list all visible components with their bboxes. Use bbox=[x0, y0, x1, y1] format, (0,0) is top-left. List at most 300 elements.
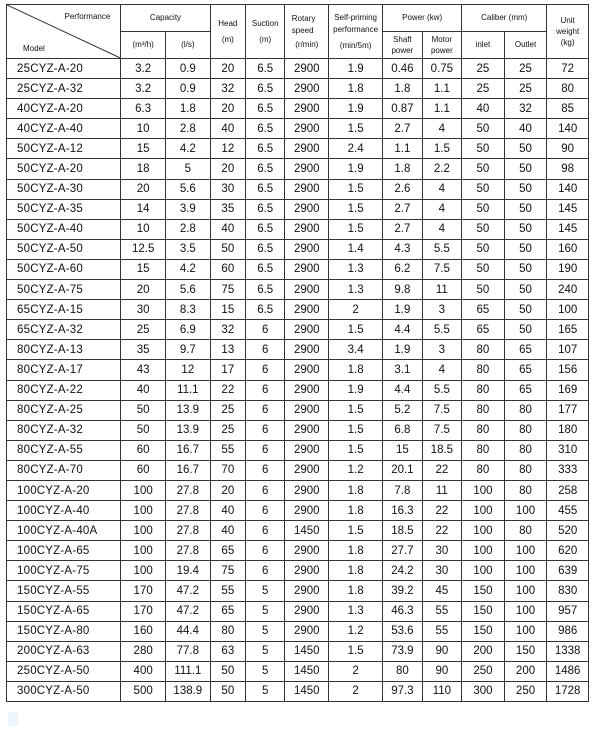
shaft-power-cell: 1.8 bbox=[383, 79, 422, 99]
unit-weight-cell: 240 bbox=[547, 280, 589, 300]
inlet-cell: 25 bbox=[462, 79, 505, 99]
table-row bbox=[7, 621, 589, 641]
motor-power-cell: 4 bbox=[422, 199, 462, 219]
capacity-ls-cell: 19.4 bbox=[165, 561, 210, 581]
rotary-speed-cell: 2900 bbox=[285, 460, 329, 480]
motor-power-cell: 4 bbox=[422, 360, 462, 380]
head-cell: 65 bbox=[210, 601, 245, 621]
unit-weight-header bbox=[547, 5, 589, 59]
rotary-speed-cell: 2900 bbox=[285, 541, 329, 561]
inlet-cell: 50 bbox=[462, 199, 505, 219]
model-cell: 250CYZ-A-50 bbox=[7, 661, 121, 681]
capacity-m3h-cell: 60 bbox=[121, 460, 166, 480]
head-cell: 50 bbox=[210, 239, 245, 259]
motor-power-header bbox=[422, 32, 462, 59]
outlet-cell: 65 bbox=[504, 380, 547, 400]
unit-weight-cell: 333 bbox=[547, 460, 589, 480]
capacity-m3h-cell: 15 bbox=[121, 259, 166, 279]
self-priming-unit: (min/5m) bbox=[339, 40, 372, 50]
capacity-ls-cell: 13.9 bbox=[165, 420, 210, 440]
capacity-header: Capacity bbox=[121, 5, 210, 32]
table-row bbox=[7, 601, 589, 621]
shaft-power-cell: 6.8 bbox=[383, 420, 422, 440]
rotary-speed-cell: 1450 bbox=[285, 641, 329, 661]
table-row bbox=[7, 219, 589, 239]
outlet-cell: 80 bbox=[504, 440, 547, 460]
self-priming-cell: 1.9 bbox=[329, 99, 383, 119]
motor-power-cell: 3 bbox=[422, 340, 462, 360]
unit-weight-label: Unit weight (kg) bbox=[556, 16, 580, 47]
table-row bbox=[7, 300, 589, 320]
shaft-power-cell: 53.6 bbox=[383, 621, 422, 641]
suction-cell: 6 bbox=[245, 420, 284, 440]
suction-cell: 6.5 bbox=[245, 239, 284, 259]
unit-weight-cell: 100 bbox=[547, 300, 589, 320]
outlet-cell: 80 bbox=[504, 460, 547, 480]
inlet-cell: 50 bbox=[462, 219, 505, 239]
motor-power-cell: 5.5 bbox=[422, 239, 462, 259]
suction-cell: 6 bbox=[245, 460, 284, 480]
capacity-m3h-cell: 100 bbox=[121, 561, 166, 581]
rotary-speed-label: Rotary speed bbox=[291, 13, 316, 35]
table-body bbox=[7, 59, 589, 702]
motor-power-cell: 4 bbox=[422, 219, 462, 239]
suction-cell: 6 bbox=[245, 400, 284, 420]
unit-weight-cell: 145 bbox=[547, 219, 589, 239]
head-cell: 65 bbox=[210, 541, 245, 561]
capacity-m3h-cell: 15 bbox=[121, 139, 166, 159]
shaft-power-cell: 15 bbox=[383, 440, 422, 460]
outlet-cell: 50 bbox=[504, 280, 547, 300]
capacity-ls-cell: 8.3 bbox=[165, 300, 210, 320]
head-cell: 40 bbox=[210, 521, 245, 541]
capacity-ls-cell: 9.7 bbox=[165, 340, 210, 360]
motor-power-cell: 3 bbox=[422, 300, 462, 320]
motor-power-cell: 1.1 bbox=[422, 99, 462, 119]
unit-weight-cell: 90 bbox=[547, 139, 589, 159]
rotary-speed-cell: 2900 bbox=[285, 259, 329, 279]
unit-weight-cell: 85 bbox=[547, 99, 589, 119]
outlet-cell: 25 bbox=[504, 79, 547, 99]
head-label: Head bbox=[218, 18, 238, 28]
table-row bbox=[7, 460, 589, 480]
rotary-speed-cell: 2900 bbox=[285, 480, 329, 500]
capacity-m3h-cell: 40 bbox=[121, 380, 166, 400]
rotary-speed-unit: (r/min) bbox=[295, 39, 319, 49]
rotary-speed-cell: 2900 bbox=[285, 320, 329, 340]
capacity-ls-cell: 27.8 bbox=[165, 480, 210, 500]
self-priming-cell: 1.3 bbox=[329, 280, 383, 300]
suction-cell: 5 bbox=[245, 581, 284, 601]
rotary-speed-cell: 2900 bbox=[285, 440, 329, 460]
suction-cell: 5 bbox=[245, 661, 284, 681]
outlet-cell: 65 bbox=[504, 360, 547, 380]
table-row bbox=[7, 681, 589, 701]
head-cell: 80 bbox=[210, 621, 245, 641]
shaft-power-cell: 4.4 bbox=[383, 320, 422, 340]
capacity-m3h-cell: 100 bbox=[121, 480, 166, 500]
rotary-speed-cell: 1450 bbox=[285, 521, 329, 541]
suction-cell: 5 bbox=[245, 681, 284, 701]
self-priming-cell: 1.8 bbox=[329, 360, 383, 380]
outlet-cell: 50 bbox=[504, 159, 547, 179]
rotary-speed-cell: 2900 bbox=[285, 300, 329, 320]
inlet-cell: 50 bbox=[462, 139, 505, 159]
head-cell: 50 bbox=[210, 661, 245, 681]
inlet-cell: 200 bbox=[462, 641, 505, 661]
self-priming-header bbox=[329, 5, 383, 59]
corner-header bbox=[7, 5, 121, 59]
table-row bbox=[7, 139, 589, 159]
motor-power-cell: 22 bbox=[422, 460, 462, 480]
unit-weight-cell: 1728 bbox=[547, 681, 589, 701]
model-cell: 100CYZ-A-40 bbox=[7, 501, 121, 521]
table-row bbox=[7, 239, 589, 259]
capacity-m3h-cell: 160 bbox=[121, 621, 166, 641]
outlet-cell: 50 bbox=[504, 239, 547, 259]
rotary-speed-cell: 2900 bbox=[285, 621, 329, 641]
suction-header bbox=[245, 5, 284, 59]
capacity-m3h-cell: 20 bbox=[121, 280, 166, 300]
unit-weight-cell: 140 bbox=[547, 119, 589, 139]
capacity-ls-cell: 1.8 bbox=[165, 99, 210, 119]
head-cell: 32 bbox=[210, 320, 245, 340]
inlet-cell: 65 bbox=[462, 320, 505, 340]
suction-cell: 6.5 bbox=[245, 159, 284, 179]
head-cell: 15 bbox=[210, 300, 245, 320]
head-cell: 20 bbox=[210, 480, 245, 500]
table-row bbox=[7, 179, 589, 199]
self-priming-cell: 1.5 bbox=[329, 119, 383, 139]
suction-cell: 6.5 bbox=[245, 119, 284, 139]
capacity-ls-cell: 13.9 bbox=[165, 400, 210, 420]
model-cell: 150CYZ-A-65 bbox=[7, 601, 121, 621]
shaft-power-cell: 73.9 bbox=[383, 641, 422, 661]
capacity-m3h-cell: 30 bbox=[121, 300, 166, 320]
table-row bbox=[7, 581, 589, 601]
table-row bbox=[7, 360, 589, 380]
rotary-speed-cell: 2900 bbox=[285, 159, 329, 179]
table-row bbox=[7, 501, 589, 521]
outlet-cell: 50 bbox=[504, 219, 547, 239]
capacity-m3h-cell: 100 bbox=[121, 541, 166, 561]
model-cell: 80CYZ-A-70 bbox=[7, 460, 121, 480]
self-priming-cell: 1.5 bbox=[329, 521, 383, 541]
unit-weight-cell: 156 bbox=[547, 360, 589, 380]
unit-weight-cell: 107 bbox=[547, 340, 589, 360]
model-cell: 50CYZ-A-75 bbox=[7, 280, 121, 300]
rotary-speed-cell: 2900 bbox=[285, 340, 329, 360]
motor-power-cell: 55 bbox=[422, 621, 462, 641]
capacity-ls-cell: 2.8 bbox=[165, 219, 210, 239]
motor-power-cell: 7.5 bbox=[422, 420, 462, 440]
inlet-cell: 100 bbox=[462, 501, 505, 521]
model-cell: 50CYZ-A-30 bbox=[7, 179, 121, 199]
inlet-cell: 80 bbox=[462, 360, 505, 380]
inlet-cell: 100 bbox=[462, 561, 505, 581]
head-cell: 22 bbox=[210, 380, 245, 400]
motor-power-cell: 30 bbox=[422, 541, 462, 561]
model-cell: 200CYZ-A-63 bbox=[7, 641, 121, 661]
rotary-speed-cell: 2900 bbox=[285, 561, 329, 581]
self-priming-cell: 1.2 bbox=[329, 621, 383, 641]
suction-cell: 6 bbox=[245, 320, 284, 340]
capacity-ls-cell: 5 bbox=[165, 159, 210, 179]
self-priming-cell: 2 bbox=[329, 300, 383, 320]
shaft-power-cell: 20.1 bbox=[383, 460, 422, 480]
capacity-ls-cell: 44.4 bbox=[165, 621, 210, 641]
outlet-cell: 250 bbox=[504, 681, 547, 701]
self-priming-cell: 1.4 bbox=[329, 239, 383, 259]
table-row bbox=[7, 480, 589, 500]
inlet-cell: 50 bbox=[462, 179, 505, 199]
table-row bbox=[7, 561, 589, 581]
outlet-cell: 100 bbox=[504, 541, 547, 561]
unit-weight-cell: 620 bbox=[547, 541, 589, 561]
capacity-m3h-cell: 3.2 bbox=[121, 79, 166, 99]
rotary-speed-cell: 2900 bbox=[285, 581, 329, 601]
capacity-m3h-cell: 25 bbox=[121, 320, 166, 340]
unit-weight-cell: 520 bbox=[547, 521, 589, 541]
outlet-cell: 80 bbox=[504, 480, 547, 500]
motor-power-cell: 55 bbox=[422, 601, 462, 621]
model-cell: 100CYZ-A-75 bbox=[7, 561, 121, 581]
inlet-cell: 100 bbox=[462, 480, 505, 500]
suction-cell: 6 bbox=[245, 501, 284, 521]
rotary-speed-cell: 2900 bbox=[285, 219, 329, 239]
self-priming-cell: 1.8 bbox=[329, 561, 383, 581]
unit-weight-cell: 455 bbox=[547, 501, 589, 521]
motor-power-label: Motor power bbox=[430, 35, 453, 55]
head-cell: 55 bbox=[210, 581, 245, 601]
motor-power-cell: 18.5 bbox=[422, 440, 462, 460]
self-priming-cell: 2.4 bbox=[329, 139, 383, 159]
suction-cell: 6 bbox=[245, 480, 284, 500]
shaft-power-cell: 4.3 bbox=[383, 239, 422, 259]
table-row bbox=[7, 661, 589, 681]
table-row bbox=[7, 59, 589, 79]
shaft-power-cell: 3.1 bbox=[383, 360, 422, 380]
suction-cell: 6.5 bbox=[245, 179, 284, 199]
rotary-speed-cell: 2900 bbox=[285, 501, 329, 521]
rotary-speed-cell: 1450 bbox=[285, 661, 329, 681]
unit-weight-cell: 80 bbox=[547, 79, 589, 99]
shaft-power-cell: 2.7 bbox=[383, 219, 422, 239]
capacity-ls-cell: 138.9 bbox=[165, 681, 210, 701]
capacity-m3h-cell: 500 bbox=[121, 681, 166, 701]
rotary-speed-cell: 2900 bbox=[285, 179, 329, 199]
unit-weight-cell: 190 bbox=[547, 259, 589, 279]
motor-power-cell: 5.5 bbox=[422, 380, 462, 400]
self-priming-cell: 1.8 bbox=[329, 501, 383, 521]
model-cell: 80CYZ-A-32 bbox=[7, 420, 121, 440]
shaft-power-cell: 0.87 bbox=[383, 99, 422, 119]
suction-cell: 6 bbox=[245, 340, 284, 360]
suction-cell: 6 bbox=[245, 360, 284, 380]
capacity-m3h-cell: 6.3 bbox=[121, 99, 166, 119]
self-priming-cell: 1.5 bbox=[329, 320, 383, 340]
shaft-power-cell: 7.8 bbox=[383, 480, 422, 500]
caliber-header: Caliber (mm) bbox=[462, 5, 547, 32]
self-priming-cell: 1.9 bbox=[329, 159, 383, 179]
inlet-cell: 80 bbox=[462, 380, 505, 400]
shaft-power-cell: 16.3 bbox=[383, 501, 422, 521]
rotary-speed-cell: 2900 bbox=[285, 280, 329, 300]
capacity-ls-cell: 11.1 bbox=[165, 380, 210, 400]
head-cell: 25 bbox=[210, 400, 245, 420]
table-row bbox=[7, 119, 589, 139]
suction-cell: 6.5 bbox=[245, 280, 284, 300]
outlet-cell: 150 bbox=[504, 641, 547, 661]
inlet-cell: 100 bbox=[462, 541, 505, 561]
outlet-cell: 50 bbox=[504, 199, 547, 219]
inlet-cell: 80 bbox=[462, 420, 505, 440]
capacity-m3h-cell: 10 bbox=[121, 219, 166, 239]
inlet-cell: 50 bbox=[462, 280, 505, 300]
table-row bbox=[7, 159, 589, 179]
self-priming-cell: 1.3 bbox=[329, 259, 383, 279]
inlet-cell: 100 bbox=[462, 521, 505, 541]
table-row bbox=[7, 79, 589, 99]
suction-cell: 6 bbox=[245, 521, 284, 541]
model-cell: 65CYZ-A-15 bbox=[7, 300, 121, 320]
outlet-cell: 50 bbox=[504, 259, 547, 279]
capacity-ls-cell: 5.6 bbox=[165, 179, 210, 199]
table-row bbox=[7, 340, 589, 360]
self-priming-cell: 2 bbox=[329, 661, 383, 681]
rotary-speed-cell: 2900 bbox=[285, 360, 329, 380]
capacity-ls-unit: (l/s) bbox=[165, 32, 210, 59]
shaft-power-cell: 2.7 bbox=[383, 199, 422, 219]
unit-weight-cell: 639 bbox=[547, 561, 589, 581]
rotary-speed-cell: 2900 bbox=[285, 99, 329, 119]
model-cell: 150CYZ-A-55 bbox=[7, 581, 121, 601]
capacity-m3h-cell: 3.2 bbox=[121, 59, 166, 79]
rotary-speed-cell: 2900 bbox=[285, 400, 329, 420]
head-cell: 50 bbox=[210, 681, 245, 701]
motor-power-cell: 5.5 bbox=[422, 320, 462, 340]
rotary-speed-cell: 2900 bbox=[285, 199, 329, 219]
outlet-cell: 50 bbox=[504, 300, 547, 320]
table-row bbox=[7, 259, 589, 279]
unit-weight-cell: 1338 bbox=[547, 641, 589, 661]
self-priming-cell: 1.3 bbox=[329, 601, 383, 621]
inlet-cell: 50 bbox=[462, 159, 505, 179]
outlet-cell: 50 bbox=[504, 320, 547, 340]
head-cell: 32 bbox=[210, 79, 245, 99]
suction-cell: 6 bbox=[245, 440, 284, 460]
inlet-cell: 25 bbox=[462, 59, 505, 79]
motor-power-cell: 90 bbox=[422, 641, 462, 661]
capacity-m3h-cell: 280 bbox=[121, 641, 166, 661]
motor-power-cell: 7.5 bbox=[422, 400, 462, 420]
model-cell: 80CYZ-A-17 bbox=[7, 360, 121, 380]
inlet-cell: 150 bbox=[462, 621, 505, 641]
shaft-power-cell: 6.2 bbox=[383, 259, 422, 279]
outlet-cell: 100 bbox=[504, 501, 547, 521]
inlet-cell: 80 bbox=[462, 440, 505, 460]
table-row bbox=[7, 320, 589, 340]
rotary-speed-cell: 2900 bbox=[285, 239, 329, 259]
rotary-speed-cell: 2900 bbox=[285, 139, 329, 159]
page-corner-mark bbox=[8, 712, 18, 726]
unit-weight-cell: 258 bbox=[547, 480, 589, 500]
capacity-ls-cell: 77.8 bbox=[165, 641, 210, 661]
head-cell: 30 bbox=[210, 179, 245, 199]
outlet-cell: 100 bbox=[504, 561, 547, 581]
motor-power-cell: 45 bbox=[422, 581, 462, 601]
shaft-power-cell: 18.5 bbox=[383, 521, 422, 541]
self-priming-cell: 1.5 bbox=[329, 219, 383, 239]
suction-unit: (m) bbox=[259, 34, 272, 44]
unit-weight-cell: 310 bbox=[547, 440, 589, 460]
unit-weight-cell: 160 bbox=[547, 239, 589, 259]
model-cell: 80CYZ-A-22 bbox=[7, 380, 121, 400]
shaft-power-header bbox=[383, 32, 422, 59]
capacity-m3h-cell: 50 bbox=[121, 420, 166, 440]
head-unit: (m) bbox=[221, 34, 234, 44]
unit-weight-cell: 145 bbox=[547, 199, 589, 219]
capacity-ls-cell: 27.8 bbox=[165, 521, 210, 541]
capacity-m3h-cell: 100 bbox=[121, 501, 166, 521]
rotary-speed-cell: 2900 bbox=[285, 380, 329, 400]
outlet-cell: 50 bbox=[504, 139, 547, 159]
capacity-m3h-unit: (m³/h) bbox=[121, 32, 166, 59]
head-cell: 35 bbox=[210, 199, 245, 219]
rotary-speed-cell: 2900 bbox=[285, 420, 329, 440]
head-cell: 40 bbox=[210, 501, 245, 521]
self-priming-cell: 1.5 bbox=[329, 179, 383, 199]
model-cell: 65CYZ-A-32 bbox=[7, 320, 121, 340]
unit-weight-cell: 830 bbox=[547, 581, 589, 601]
model-cell: 50CYZ-A-60 bbox=[7, 259, 121, 279]
capacity-m3h-cell: 10 bbox=[121, 119, 166, 139]
capacity-m3h-cell: 14 bbox=[121, 199, 166, 219]
suction-cell: 6 bbox=[245, 541, 284, 561]
table-row bbox=[7, 199, 589, 219]
capacity-ls-cell: 4.2 bbox=[165, 259, 210, 279]
capacity-ls-cell: 111.1 bbox=[165, 661, 210, 681]
model-cell: 100CYZ-A-65 bbox=[7, 541, 121, 561]
self-priming-cell: 1.5 bbox=[329, 440, 383, 460]
table-header bbox=[7, 5, 589, 59]
motor-power-cell: 110 bbox=[422, 681, 462, 701]
inlet-header: inlet bbox=[462, 32, 505, 59]
inlet-cell: 300 bbox=[462, 681, 505, 701]
capacity-m3h-cell: 20 bbox=[121, 179, 166, 199]
head-cell: 75 bbox=[210, 561, 245, 581]
pump-spec-table bbox=[6, 4, 589, 702]
motor-power-cell: 4 bbox=[422, 179, 462, 199]
self-priming-cell: 1.8 bbox=[329, 480, 383, 500]
outlet-cell: 80 bbox=[504, 521, 547, 541]
capacity-ls-cell: 3.5 bbox=[165, 239, 210, 259]
model-cell: 50CYZ-A-40 bbox=[7, 219, 121, 239]
outlet-cell: 100 bbox=[504, 581, 547, 601]
model-cell: 50CYZ-A-20 bbox=[7, 159, 121, 179]
capacity-ls-cell: 3.9 bbox=[165, 199, 210, 219]
unit-weight-cell: 140 bbox=[547, 179, 589, 199]
head-cell: 20 bbox=[210, 99, 245, 119]
inlet-cell: 50 bbox=[462, 259, 505, 279]
shaft-power-cell: 9.8 bbox=[383, 280, 422, 300]
table-row bbox=[7, 541, 589, 561]
capacity-ls-cell: 27.8 bbox=[165, 541, 210, 561]
shaft-power-cell: 1.9 bbox=[383, 300, 422, 320]
capacity-ls-cell: 27.8 bbox=[165, 501, 210, 521]
inlet-cell: 50 bbox=[462, 119, 505, 139]
model-cell: 50CYZ-A-50 bbox=[7, 239, 121, 259]
